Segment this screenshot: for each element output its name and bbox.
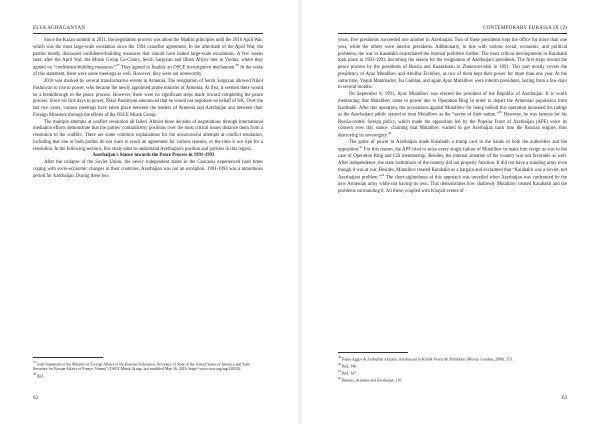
footnote-ref[interactable]: 41 [359, 145, 363, 150]
paragraph: 2018 was marked by several transformative events in Armenia. The resignation of Serzh Sargsyan allowed Nikol Pashinyan to rise to power, who became the newly appointed prime minister of Armenia. At first, it seemed there would be a breakthrough in the peace process. However, there were no significant steps made toward completing the peace process. Since his first days in power, Nikol Pashinyan announced that he would not negotiate on behalf of NK. Over the last two years, various meetings have taken place between the leaders of Armenia and Azerbaijan and between their Foreign Ministers through the efforts of the OSCE Minsk Group. [33, 79, 264, 118]
paragraph: years, five presidents succeeded one another in Azerbaijan. Two of these presidents kept the office for more than one year, while the others were interim presidents. Additionally, in line with various social, economic, and political problems, the war in Karabakh exacerbated the internal problems further. The most critical developments in Karabakh took place in 1991-1993, becoming the reason for the resignation of Azerbaijani presidents. The first steps toward the peace process by the presidents of Russia and Kazakhstan in Zheleznovodsk in 1991. This part mostly covers the presidency of Ayaz Mutalibov and Abulfaz Elchibey, as two of them kept their power for more than one year. At the same time, Yaqub Mammadov, Isa Gambar, and again Ayaz Mutalibov were interim presidents, lasting from a few days to several months. [338, 38, 567, 91]
footnote-rule [338, 352, 408, 353]
page-number: 62 [33, 396, 38, 401]
footnote-ref[interactable]: 39 [498, 110, 502, 115]
page-number: 63 [562, 396, 567, 401]
running-head-journal: CONTEMPORARY EURASIA IX (2) [483, 26, 567, 31]
paragraph: Since the Kazan summit in 2011, the negotiation process was about the Madrid principles until the 2016 April War, which was the most large-scale escalation since the 1994 ceasefire agreement. In the aftermath of the April War, the parties mostly discussed confidence-building measures that should have halted large-scale escalations. A few weeks later, after the April War, the Minsk Group Co-Chairs, Serzh Sargsyan and Ilham Aliyev met in Vienna, where they agreed on “confidence-building measures.”$^{37}$ They agreed to finalize an OSCE investigative mechanism.$^{38}$ In the wake of this statement, there were some meetings as well. However, they were not noteworthy. [33, 38, 263, 78]
footnote: $^{42}$ Benaris, Armenia and Azerbaijan, 110. [338, 376, 403, 383]
footnote-ref[interactable]: 40 [387, 131, 392, 136]
left-body-text [33, 38, 263, 180]
footnote-ref[interactable]: 42 [380, 172, 385, 177]
header-rule [33, 33, 263, 34]
footnote: $^{39}$ Busra Aggov & Zeybullah Akyudir, Azerbaycan'in Kimlik Veren Alt Kimlikleri (Mosca: Gendisa, 2006), 153. [338, 354, 513, 361]
footnote: $^{37}$ Joint Statement of the Minister of Foreign Affairs of the Russian Federation, Secretary of State of the United States of America and State Secretary for Europe Affairs of France, Vienna” (OSCE Minsk Group, last modified May 16, 2016, https://www.osce.org/mg/240316. [33, 359, 251, 371]
running-head-author: ELYA AGHAGANYAN [33, 26, 86, 31]
footnote: $^{38}$ Ibid. [33, 371, 45, 379]
footnote-ref[interactable]: 38 [235, 63, 239, 67]
footnote: $^{41}$ Ibid, 147. [338, 369, 358, 376]
footnote: $^{40}$ Ibid, 146. [338, 361, 358, 369]
header-rule [338, 33, 567, 34]
section-heading: Azerbaijan's Stance towards the Peace Process in 1991-1993 [92, 153, 215, 159]
left-footnotes [33, 357, 263, 379]
paragraph: On September 8, 1991, Ayaz Mutalibov was elected the president of the Republic of Azerbaijan. It is worth mentioning that Mutalibov came to power due to Operation Ring in order to depart the Armenian population from Karabakh. After this operation, the accusations against Mutalibov for being behind this operation increased his ratings as the Azerbaijani public started to treat Mutalibov as the “savior of their nation.”$^{39}$ However, he was famous for his Russia-centric foreign policy, which made the opposition led by the Popular Front of Azerbaijan (APF) voice its concern over this stance, claiming that Mutalibov wanted to get Azerbaijan back into the Russian empire, thus destroying its sovereignty.$^{40}$ [338, 92, 568, 139]
right-page [300, 0, 600, 424]
footnote-ref[interactable]: 37 [116, 63, 120, 67]
paragraph: After the collapse of the Soviet Union, the newly independent states in the Caucasus experienced hard times coping with socio-economic changes in their countries. Azerbaijan was not an exception. 1991-1993 was a tumultuous period for Azerbaijan. During these two [33, 160, 263, 179]
right-body-text [338, 38, 567, 196]
footnote-rule [33, 357, 103, 358]
paragraph: The game of power in Azerbaijan made Karabakh a trump card in the hands of both the authorities and the opposition.$^{41}$ For this reason, the APF tried to seize every single failure of Mutalibov to make him resign as was in the case of Operation Ring and CIS membership. Besides, the internal situation of the country was not favorable as well. After independence, the state institutions of the country did not properly function. It did not have a standing army even though it was at war. Besides, Mutalibov treated Karabakh as a bargain and exclaimed that “Karabakh was a Soviet, not Azerbaijani problem.”$^{42}$ The short-sightedness of this approach was unveiled when Azerbaijan was confronted by the new Armenian army while not having its own. This demonstrates how shallowly Mutalibov treated Karabakh and the problems surrounding it. All these, coupled with Khojali events of [338, 140, 568, 194]
right-footnotes [338, 352, 567, 384]
paragraph: The multiple attempts at conflict resolution all failed. Almost three decades of negotiations through international mediation efforts demonstrate that the parties' contradictory positions over the most critical issues distance them from a resolution to the conflict. There are some common explanations for the unsuccessful attempts at conflict resolution, including that one or both parties do not want to reach an agreement for various reasons, or the time is not ripe for a resolution. In the following sections, this study aims to understand Azerbaijan's position and policies in this regard. [33, 119, 263, 152]
